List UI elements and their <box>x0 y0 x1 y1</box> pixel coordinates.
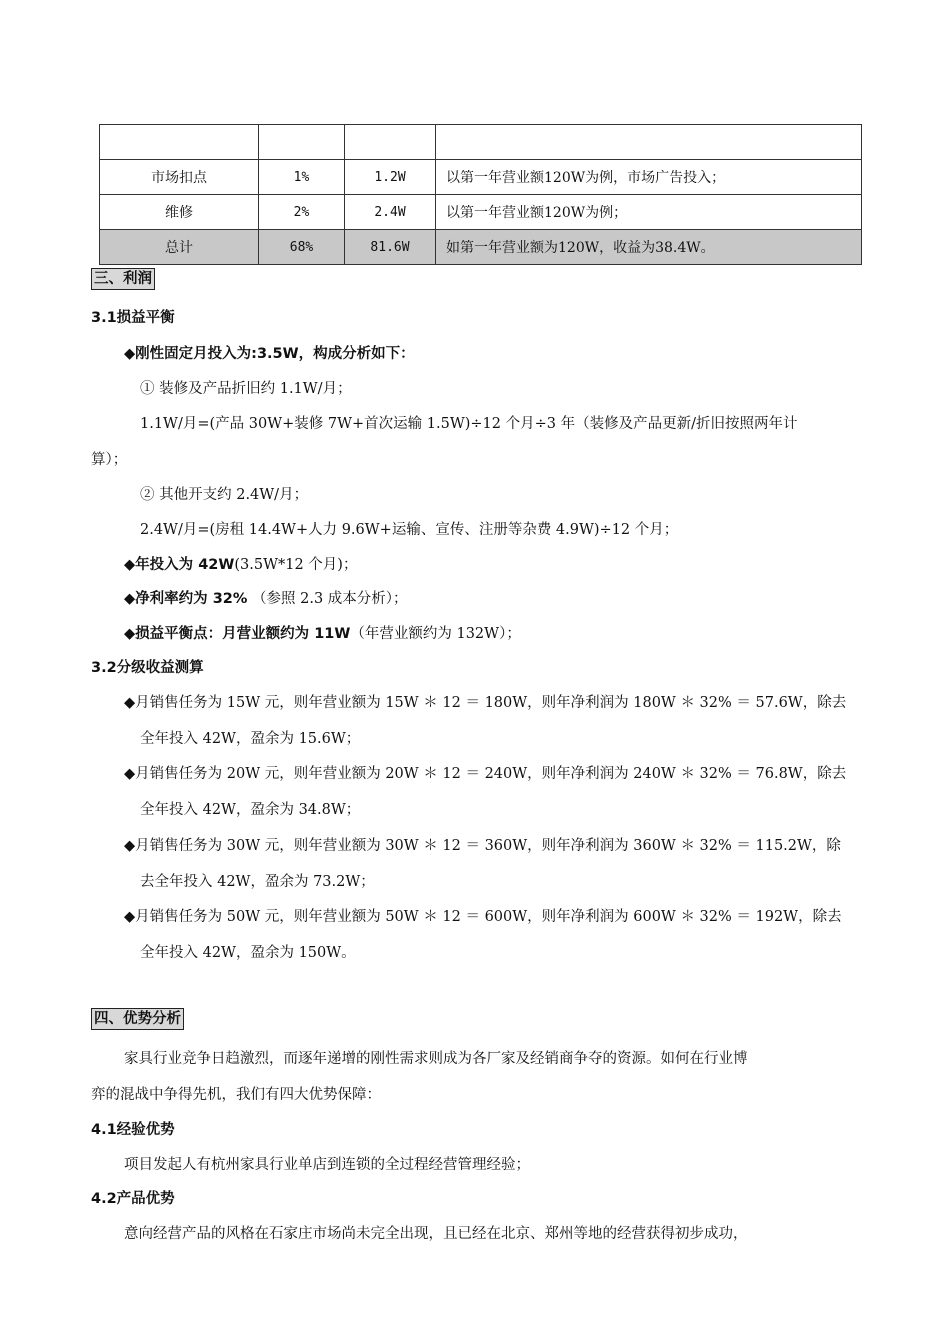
text: （参照 2.3 成本分析）； <box>247 591 408 607</box>
annual-investment <box>124 553 357 574</box>
bold-text: ◆净利率约为 32% <box>124 591 248 607</box>
list-item-detail: 算）； <box>91 452 128 468</box>
fixed-cost-heading: ◆刚性固定月投入为:3.5W，构成分析如下： <box>124 346 415 362</box>
tier-line: ◆月销售任务为 30W 元，则年营业额为 30W ＊ 12 ＝ 360W，则年净利润为 360W ＊ 32% ＝ 115.2W，除 <box>124 838 841 854</box>
section-heading-profit: 三、利润 <box>91 268 155 290</box>
table-cell: 如第一年营业额为120W，收益为38.4W。 <box>436 230 862 265</box>
list-item-detail: 1.1W/月=(产品 30W+装修 7W+首次运输 1.5W)÷12 个月÷3 年（装修及产品更新/折旧按照两年计 <box>140 416 798 432</box>
list-item: ② 其他开支约 2.4W/月； <box>140 487 309 503</box>
bold-text: ◆年投入为 42W <box>124 557 235 573</box>
paragraph-line: 弈的混战中争得先机，我们有四大优势保障： <box>91 1087 381 1103</box>
table-cell: 以第一年营业额120W为例； <box>436 195 862 230</box>
text: （年营业额约为 132W）； <box>350 626 521 642</box>
table-row <box>100 160 862 195</box>
paragraph-line: 意向经营产品的风格在石家庄市场尚未完全出现，且已经在北京、郑州等地的经营获得初步成功， <box>124 1226 748 1242</box>
list-item: ① 装修及产品折旧约 1.1W/月； <box>140 381 352 397</box>
table-cell: 68% <box>259 230 345 265</box>
tier-line: 全年投入 42W，盈余为 15.6W； <box>140 731 361 747</box>
net-margin <box>124 587 408 608</box>
cost-table <box>99 124 862 265</box>
subsection-title-3-1: 3.1损益平衡 <box>91 310 175 326</box>
tier-line: 去全年投入 42W，盈余为 73.2W； <box>140 874 375 890</box>
table-cell: 2% <box>259 195 345 230</box>
table-cell <box>259 125 345 160</box>
bold-text: ◆损益平衡点：月营业额约为 11W <box>124 626 351 642</box>
text: (3.5W*12 个月)； <box>234 557 358 573</box>
tier-line: 全年投入 42W，盈余为 34.8W； <box>140 802 361 818</box>
table-cell <box>345 125 436 160</box>
subsection-title-4-2: 4.2产品优势 <box>91 1191 175 1207</box>
paragraph-line: 家具行业竞争日趋激烈，而逐年递增的刚性需求则成为各厂家及经销商争夺的资源。如何在行业博 <box>124 1051 748 1067</box>
table-cell: 1% <box>259 160 345 195</box>
table-cell: 以第一年营业额120W为例，市场广告投入； <box>436 160 862 195</box>
table-row-total <box>100 230 862 265</box>
table-cell: 2.4W <box>345 195 436 230</box>
subsection-title-4-1: 4.1经验优势 <box>91 1122 175 1138</box>
tier-line: ◆月销售任务为 20W 元，则年营业额为 20W ＊ 12 ＝ 240W，则年净利润为 240W ＊ 32% ＝ 76.8W，除去 <box>124 766 847 782</box>
subsection-title-3-2: 3.2分级收益测算 <box>91 660 204 676</box>
table-cell: 1.2W <box>345 160 436 195</box>
table-cell: 81.6W <box>345 230 436 265</box>
table-cell: 总计 <box>100 230 259 265</box>
tier-line: ◆月销售任务为 15W 元，则年营业额为 15W ＊ 12 ＝ 180W，则年净利润为 180W ＊ 32% ＝ 57.6W，除去 <box>124 695 847 711</box>
list-item-detail: 2.4W/月=(房租 14.4W+人力 9.6W+运输、宣传、注册等杂费 4.9W)÷12 个月； <box>140 522 679 538</box>
table-row <box>100 195 862 230</box>
table-cell <box>100 125 259 160</box>
tier-line: ◆月销售任务为 50W 元，则年营业额为 50W ＊ 12 ＝ 600W，则年净利润为 600W ＊ 32% ＝ 192W，除去 <box>124 909 842 925</box>
paragraph-line: 项目发起人有杭州家具行业单店到连锁的全过程经营管理经验； <box>124 1157 530 1173</box>
table-cell: 维修 <box>100 195 259 230</box>
table-cell <box>436 125 862 160</box>
tier-line: 全年投入 42W，盈余为 150W。 <box>140 945 356 961</box>
breakeven-point <box>124 622 521 643</box>
table-cell: 市场扣点 <box>100 160 259 195</box>
table-row <box>100 125 862 160</box>
section-heading-advantages: 四、优势分析 <box>91 1008 184 1030</box>
